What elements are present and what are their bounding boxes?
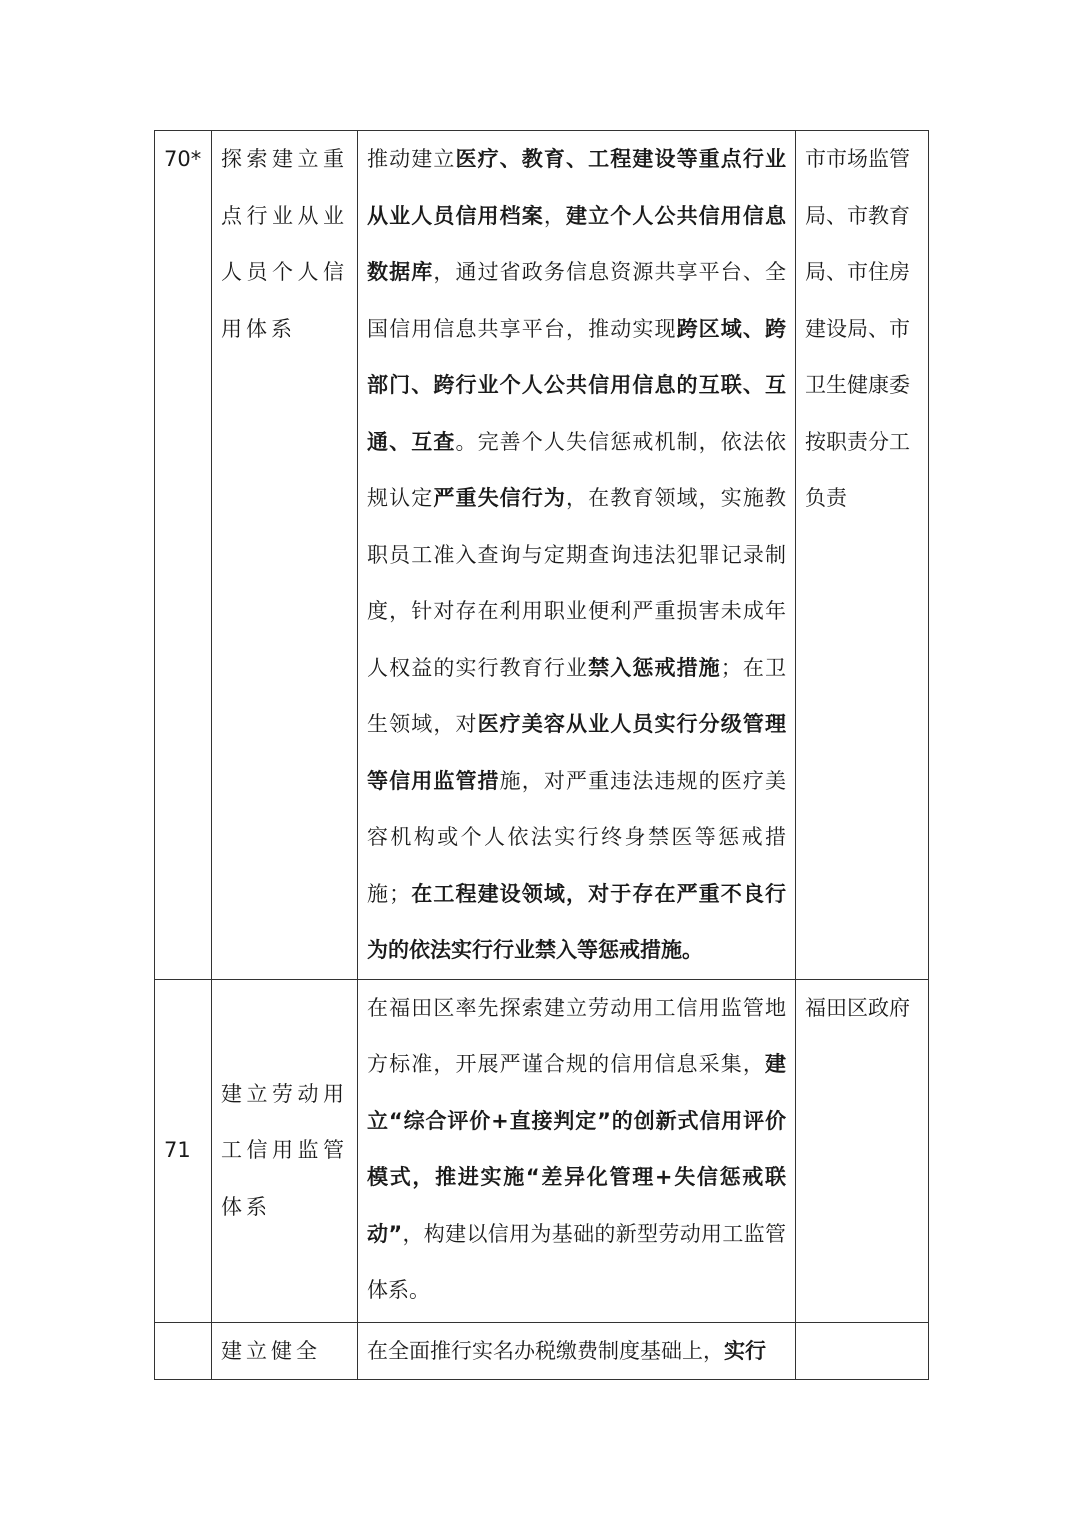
responsible-department: 市市场监管局、市教育局、市住房建设局、市卫生健康委按职责分工负责 bbox=[796, 131, 929, 980]
bold-text-run: 建立“综合评价+直接判定”的创新式信用评价模式，推进实施“差异化管理+失信惩戒联动” bbox=[367, 1052, 786, 1246]
text-run: ，通过省政务信息资源共享平台、全国信用信息共享平台，推动实现 bbox=[367, 260, 787, 341]
bold-text-run: 禁入惩戒措施 bbox=[588, 655, 721, 680]
bold-text-run: 在工程建设领域，对于存在严重不良行为的依法实行行业禁入等惩戒措施。 bbox=[367, 881, 787, 962]
measures-table bbox=[154, 130, 929, 1380]
text-run: 在全面推行实名办税缴费制度基础上， bbox=[367, 1338, 724, 1363]
row-number bbox=[155, 1322, 212, 1380]
bold-text-run: 医疗美容从业人员实行分级管理等信用监管措 bbox=[367, 712, 787, 793]
bold-text-run: 严重失信行为 bbox=[433, 486, 567, 510]
table-row bbox=[155, 131, 929, 980]
text-run: 。完善个人失信惩戒机制，依法依规认定 bbox=[367, 429, 787, 510]
text-run: ，在教育领域，实施教职员工准入查询与定期查询违法犯罪记录制度，针对存在利用职业便利严重损害未成年人权益的实行教育行业 bbox=[367, 486, 787, 680]
bold-text-run: 医疗、教育、工程建设等重点行业从业人员信用档案 bbox=[367, 147, 787, 228]
text-run: 在福田区率先探索建立劳动用工信用监管地方标准，开展严谨合规的信用信息采集， bbox=[367, 995, 786, 1076]
table-row bbox=[155, 979, 929, 1322]
responsible-department bbox=[796, 1322, 929, 1380]
responsible-department: 福田区政府 bbox=[796, 979, 929, 1322]
measure-content bbox=[358, 979, 796, 1322]
table-row bbox=[155, 1322, 929, 1380]
text-run: ，构建以信用为基础的新型劳动用工监管体系。 bbox=[367, 1221, 787, 1302]
measure-name: 探索建立重点行业从业人员个人信用体系 bbox=[212, 131, 358, 980]
measure-content bbox=[358, 1322, 796, 1380]
bold-text-run: 跨区域、跨部门、跨行业个人公共信用信息的互联、互通、互查 bbox=[367, 316, 787, 454]
text-run: ；在卫生领域，对 bbox=[367, 655, 787, 736]
text-run: 施，对严重违法违规的医疗美容机构或个人依法实行终身禁医等惩戒措施； bbox=[367, 768, 787, 906]
text-run: ， bbox=[543, 203, 567, 228]
measure-content bbox=[358, 131, 796, 980]
bold-text-run: 实行 bbox=[724, 1338, 766, 1363]
row-number: 71 bbox=[155, 979, 212, 1322]
measure-name: 建立健全 bbox=[212, 1322, 358, 1380]
measure-name: 建立劳动用工信用监管体系 bbox=[212, 979, 358, 1322]
text-run: 推动建立 bbox=[367, 147, 456, 171]
row-number: 70* bbox=[155, 131, 212, 980]
bold-text-run: 建立个人公共信用信息数据库 bbox=[367, 203, 787, 284]
